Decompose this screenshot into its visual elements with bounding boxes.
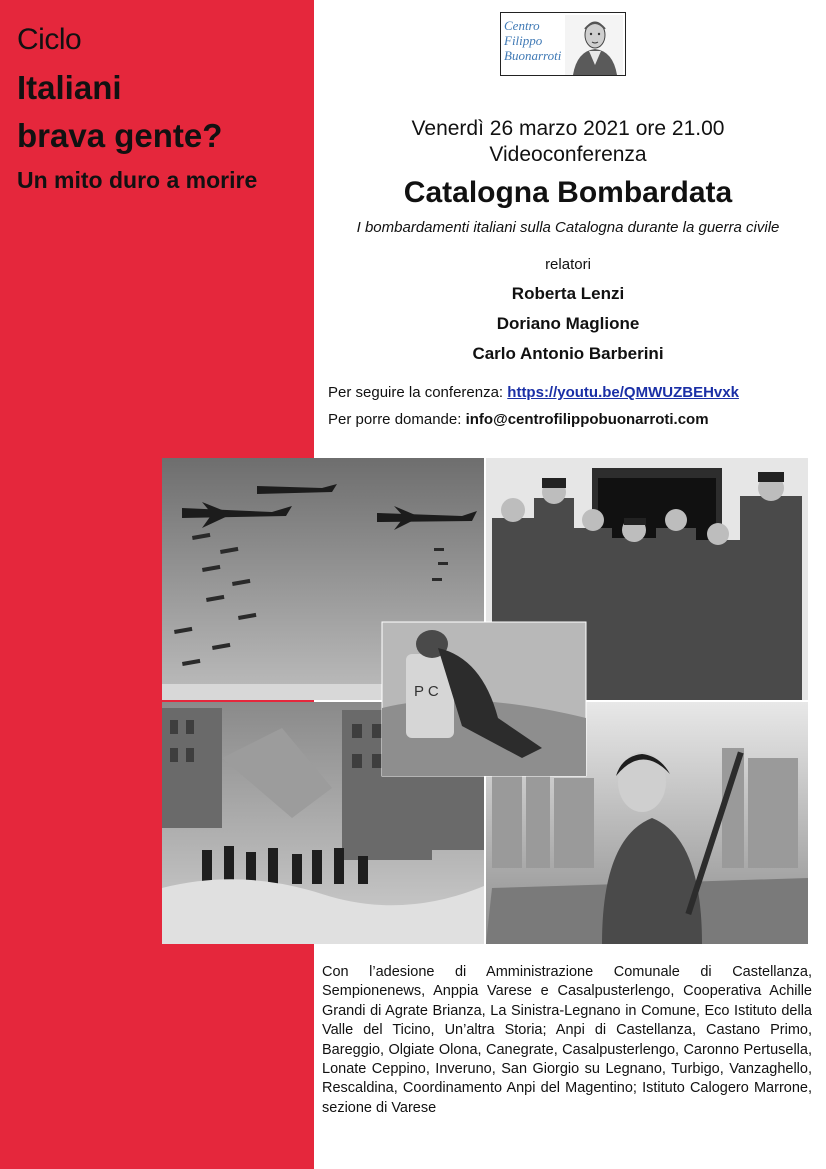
event-title: Catalogna Bombardata bbox=[403, 176, 733, 209]
credits-paragraph: Con l’adesione di Amministrazione Comunale di Castellanza, Sempionenews, Anppia Varese e Casalpusterlengo, Cooperativa Achille Grandi di Agrate Brianza, La Sinistra-Legnano in Comune, Eco Istituto della Valle del Ticino, Un’altra Storia; Anpi di Castellanza, Castano Primo, Bareggio, Olgiate Olona, Canegrate, Casalpusterlengo, Caronno Pertusella, Lonate Ceppino, Inveruno, San Giorgio su Legnano, Turbigo, Vanzaghello, Rescaldina, Coordinamento Anpi del Magentino; Istituto Calogero Marrone, sezione di Varese bbox=[322, 964, 812, 1116]
series-prefix: Ciclo bbox=[17, 23, 82, 56]
follow-line bbox=[328, 383, 739, 403]
stone-inscription: P C bbox=[414, 683, 439, 700]
youtube-link[interactable]: https://youtu.be/QMWUZBEHvxk bbox=[507, 384, 739, 401]
speaker-name: Roberta Lenzi bbox=[511, 284, 625, 303]
contact-email[interactable]: info@centrofilippobuonarroti.com bbox=[465, 411, 709, 428]
questions-line bbox=[328, 410, 709, 430]
questions-label: Per porre domande: bbox=[328, 411, 462, 428]
photo-collage bbox=[162, 458, 808, 944]
speaker-name: Doriano Maglione bbox=[496, 314, 640, 333]
event-date: Venerdì 26 marzo 2021 ore 21.00 bbox=[411, 117, 725, 140]
event-mode: Videoconferenza bbox=[489, 143, 647, 166]
event-subtitle: I bombardamenti italiani sulla Catalogna durante la guerra civile bbox=[356, 219, 780, 236]
series-title-line2: brava gente? bbox=[17, 117, 223, 154]
logo-text: Centro Filippo Buonarroti bbox=[504, 18, 562, 63]
follow-label: Per seguire la conferenza: bbox=[328, 384, 504, 401]
speaker-name: Carlo Antonio Barberini bbox=[472, 344, 664, 363]
speakers-label: relatori bbox=[545, 256, 591, 273]
portrait-icon bbox=[565, 15, 623, 75]
mourning-woman-photo bbox=[382, 622, 586, 776]
series-subtitle: Un mito duro a morire bbox=[17, 167, 258, 193]
series-heading bbox=[17, 22, 257, 196]
series-title-line1: Italiani bbox=[17, 69, 122, 106]
centro-logo bbox=[500, 12, 626, 76]
